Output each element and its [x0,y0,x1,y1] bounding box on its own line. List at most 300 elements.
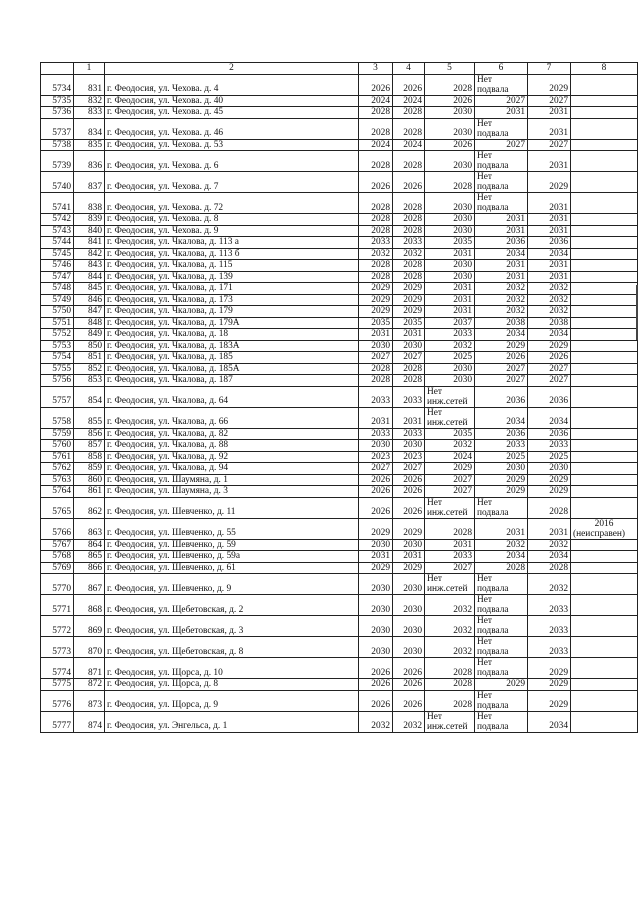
cell-c3: 2030 [359,539,393,551]
cell-c6: Нет подвала [475,497,528,518]
table-body [41,74,638,732]
cell-c5: 2027 [425,486,475,498]
cell-c5: 2031 [425,306,475,318]
cell-c8 [571,237,638,249]
cell-n: 5767 [41,539,74,551]
cell-c1: 870 [74,637,105,658]
cell-c4: 2028 [393,151,425,172]
table-row [41,562,638,574]
cell-c1: 836 [74,151,105,172]
cell-c1: 840 [74,225,105,237]
cell-addr: г. Феодосия, ул. Чехова. д. 46 [105,118,359,139]
cell-c3: 2026 [359,474,393,486]
cell-c7: 2032 [528,539,571,551]
cell-addr: г. Феодосия, ул. Чехова. д. 9 [105,225,359,237]
cell-c4: 2028 [393,193,425,214]
cell-c6: 2029 [475,340,528,352]
cell-c6: Нет подвала [475,637,528,658]
table-row [41,711,638,732]
cell-c8 [571,486,638,498]
cell-c5: 2037 [425,317,475,329]
cell-addr: г. Феодосия, ул. Чкалова, д. 113 а [105,237,359,249]
cell-n: 5776 [41,690,74,711]
cell-addr: г. Феодосия, ул. Чкалова, д. 82 [105,428,359,440]
table-row [41,474,638,486]
table-row [41,283,638,295]
cell-c5: 2028 [425,518,475,539]
cell-c1: 873 [74,690,105,711]
cell-c5: 2030 [425,375,475,387]
cell-n: 5772 [41,616,74,637]
cell-c3: 2027 [359,463,393,475]
cell-c7: 2036 [528,237,571,249]
cell-c8 [571,317,638,329]
cell-c1: 835 [74,139,105,151]
cell-c5: 2028 [425,690,475,711]
cell-c8 [571,214,638,226]
cell-n: 5766 [41,518,74,539]
cell-c5: 2031 [425,283,475,295]
cell-c7: 2031 [528,151,571,172]
cell-c1: 848 [74,317,105,329]
header-cell: 5 [425,63,475,75]
cell-c8 [571,407,638,428]
cell-c1: 866 [74,562,105,574]
cell-n: 5765 [41,497,74,518]
cell-c6: Нет подвала [475,151,528,172]
cell-c5: 2030 [425,271,475,283]
table-row [41,497,638,518]
cell-c1: 872 [74,679,105,691]
cell-n: 5762 [41,463,74,475]
cell-c1: 863 [74,518,105,539]
table-row [41,463,638,475]
cell-c1: 869 [74,616,105,637]
cell-c3: 2028 [359,214,393,226]
cell-c7: 2029 [528,679,571,691]
cell-c4: 2029 [393,306,425,318]
cell-c1: 854 [74,386,105,407]
table-row [41,451,638,463]
cell-addr: г. Феодосия, ул. Чкалова, д. 183А [105,340,359,352]
cell-c1: 858 [74,451,105,463]
cell-c4: 2028 [393,271,425,283]
cell-c7: 2031 [528,260,571,272]
cell-c3: 2029 [359,294,393,306]
cell-c3: 2028 [359,375,393,387]
cell-c4: 2030 [393,637,425,658]
header-cell: 7 [528,63,571,75]
cell-n: 5760 [41,440,74,452]
cell-c6: 2027 [475,363,528,375]
table-row [41,551,638,563]
cell-c3: 2024 [359,95,393,107]
cell-n: 5755 [41,363,74,375]
cell-addr: г. Феодосия, ул. Щебетовская, д. 8 [105,637,359,658]
cell-c1: 860 [74,474,105,486]
cell-c5: 2035 [425,237,475,249]
cell-addr: г. Феодосия, ул. Чкалова, д. 92 [105,451,359,463]
cell-c1: 871 [74,658,105,679]
cell-addr: г. Феодосия, ул. Чехова. д. 40 [105,95,359,107]
cell-n: 5745 [41,248,74,260]
cell-c6: 2032 [475,294,528,306]
cell-c7: 2029 [528,340,571,352]
cell-c5: 2030 [425,118,475,139]
cell-addr: г. Феодосия, ул. Чехова. д. 45 [105,107,359,119]
header-cell: 1 [74,63,105,75]
cell-addr: г. Феодосия, ул. Чкалова, д. 66 [105,407,359,428]
cell-c1: 838 [74,193,105,214]
cell-c6: 2027 [475,95,528,107]
cell-c8 [571,551,638,563]
cell-c7: 2029 [528,486,571,498]
cell-c7: 2032 [528,294,571,306]
cell-addr: г. Феодосия, ул. Чкалова, д. 139 [105,271,359,283]
cell-c7: 2034 [528,329,571,341]
cell-c4: 2026 [393,74,425,95]
cell-addr: г. Феодосия, ул. Чехова. д. 4 [105,74,359,95]
cell-c4: 2028 [393,107,425,119]
table-row [41,271,638,283]
cell-c3: 2033 [359,386,393,407]
cell-c3: 2028 [359,107,393,119]
table-row [41,260,638,272]
cell-c8 [571,340,638,352]
cell-c6: Нет подвала [475,172,528,193]
cell-addr: г. Феодосия, ул. Шевченко, д. 61 [105,562,359,574]
cell-c7: 2031 [528,271,571,283]
header-cell: 8 [571,63,638,75]
cell-addr: г. Феодосия, ул. Чкалова, д. 94 [105,463,359,475]
cell-c3: 2032 [359,248,393,260]
table-row [41,294,638,306]
cell-c6: 2038 [475,317,528,329]
cell-c8 [571,294,638,306]
cell-c7: 2031 [528,118,571,139]
cell-n: 5763 [41,474,74,486]
cell-c1: 856 [74,428,105,440]
header-cell [41,63,74,75]
cell-addr: г. Феодосия, ул. Шевченко, д. 59 [105,539,359,551]
cell-c7: 2031 [528,193,571,214]
cell-addr: г. Феодосия, ул. Чкалова, д. 88 [105,440,359,452]
cell-c7: 2032 [528,574,571,595]
cell-c8 [571,375,638,387]
cell-c4: 2030 [393,340,425,352]
cell-c3: 2023 [359,451,393,463]
cell-c3: 2033 [359,237,393,249]
table-row [41,151,638,172]
table-row [41,574,638,595]
cell-c6: Нет подвала [475,193,528,214]
table-row [41,306,638,318]
cell-n: 5739 [41,151,74,172]
cell-n: 5741 [41,193,74,214]
table-row [41,74,638,95]
cell-c6: Нет подвала [475,711,528,732]
cell-c4: 2023 [393,451,425,463]
cell-c5: 2031 [425,294,475,306]
cell-c5: 2030 [425,214,475,226]
cell-addr: г. Феодосия, ул. Чехова. д. 7 [105,172,359,193]
table-row [41,428,638,440]
cell-c8 [571,474,638,486]
cell-addr: г. Феодосия, ул. Шаумяна, д. 1 [105,474,359,486]
cell-c6: Нет подвала [475,616,528,637]
cell-c8 [571,451,638,463]
table-row [41,340,638,352]
cell-c4: 2030 [393,539,425,551]
cell-n: 5771 [41,595,74,616]
cell-c3: 2028 [359,193,393,214]
cell-c7: 2027 [528,363,571,375]
cell-c8 [571,595,638,616]
table-row [41,407,638,428]
cell-c6: 2034 [475,329,528,341]
cell-c4: 2024 [393,139,425,151]
cell-c7: 2033 [528,440,571,452]
cell-c7: 2031 [528,518,571,539]
cell-c5: 2029 [425,463,475,475]
cell-n: 5743 [41,225,74,237]
cell-c5: 2028 [425,679,475,691]
cell-c7: 2027 [528,95,571,107]
cell-c6: 2027 [475,139,528,151]
cell-c5: 2030 [425,260,475,272]
table-row [41,386,638,407]
cell-n: 5753 [41,340,74,352]
table-row [41,118,638,139]
cell-c8 [571,95,638,107]
cell-n: 5747 [41,271,74,283]
cell-c7: 2031 [528,107,571,119]
cell-c4: 2028 [393,260,425,272]
cell-n: 5777 [41,711,74,732]
cell-addr: г. Феодосия, ул. Чкалова, д. 171 [105,283,359,295]
cell-addr: г. Феодосия, ул. Шевченко, д. 11 [105,497,359,518]
cell-c1: 874 [74,711,105,732]
table-row [41,363,638,375]
cell-n: 5738 [41,139,74,151]
cell-c7: 2034 [528,248,571,260]
cell-n: 5769 [41,562,74,574]
cell-addr: г. Феодосия, ул. Шаумяна, д. 3 [105,486,359,498]
data-table [40,62,638,733]
cell-n: 5757 [41,386,74,407]
cell-c1: 837 [74,172,105,193]
cell-c4: 2033 [393,237,425,249]
cell-c6: 2026 [475,352,528,364]
cell-c3: 2027 [359,352,393,364]
cell-c4: 2031 [393,329,425,341]
cell-c5: 2033 [425,329,475,341]
cell-c1: 831 [74,74,105,95]
cell-c1: 862 [74,497,105,518]
cell-c5: 2032 [425,340,475,352]
cell-addr: г. Феодосия, ул. Чехова. д. 6 [105,151,359,172]
table-row [41,518,638,539]
cell-c5: 2033 [425,551,475,563]
table-row [41,352,638,364]
cell-n: 5764 [41,486,74,498]
table-row [41,95,638,107]
cell-c1: 834 [74,118,105,139]
cell-c4: 2026 [393,172,425,193]
cell-n: 5768 [41,551,74,563]
header-cell: 6 [475,63,528,75]
cell-addr: г. Феодосия, ул. Шевченко, д. 9 [105,574,359,595]
table-row [41,486,638,498]
cell-c1: 847 [74,306,105,318]
cell-c7: 2027 [528,375,571,387]
table-row [41,172,638,193]
cell-c4: 2026 [393,486,425,498]
cell-c4: 2033 [393,386,425,407]
cell-c3: 2028 [359,118,393,139]
cell-c5: 2028 [425,658,475,679]
cell-c4: 2027 [393,352,425,364]
cell-addr: г. Феодосия, ул. Чкалова, д. 179А [105,317,359,329]
cell-c4: 2026 [393,474,425,486]
cell-c5: Нет инж.сетей [425,574,475,595]
cell-c5: 2026 [425,139,475,151]
cell-c4: 2024 [393,95,425,107]
cell-c3: 2033 [359,428,393,440]
cell-c8 [571,74,638,95]
scan-edge-mark [636,285,638,340]
cell-c5: 2030 [425,225,475,237]
cell-c7: 2029 [528,74,571,95]
cell-c8 [571,193,638,214]
cell-c8 [571,118,638,139]
cell-c8 [571,658,638,679]
table-row [41,139,638,151]
cell-addr: г. Феодосия, ул. Энгельса, д. 1 [105,711,359,732]
cell-c1: 841 [74,237,105,249]
cell-n: 5775 [41,679,74,691]
cell-c7: 2028 [528,562,571,574]
cell-c4: 2028 [393,118,425,139]
cell-c5: 2024 [425,451,475,463]
cell-c8 [571,690,638,711]
cell-c4: 2030 [393,440,425,452]
cell-c5: Нет инж.сетей [425,497,475,518]
table-row [41,539,638,551]
cell-c6: 2030 [475,463,528,475]
cell-c6: 2032 [475,283,528,295]
cell-c7: 2027 [528,139,571,151]
cell-n: 5744 [41,237,74,249]
cell-c8 [571,711,638,732]
cell-c3: 2028 [359,271,393,283]
cell-c3: 2029 [359,306,393,318]
cell-n: 5758 [41,407,74,428]
cell-c5: Нет инж.сетей [425,407,475,428]
cell-c1: 861 [74,486,105,498]
cell-c6: 2031 [475,271,528,283]
header-cell: 2 [105,63,359,75]
cell-c7: 2034 [528,551,571,563]
cell-c5: 2032 [425,616,475,637]
cell-c5: 2032 [425,595,475,616]
cell-c8 [571,440,638,452]
cell-c6: 2036 [475,386,528,407]
cell-c1: 843 [74,260,105,272]
cell-c1: 859 [74,463,105,475]
cell-addr: г. Феодосия, ул. Чкалова, д. 115 [105,260,359,272]
cell-c8 [571,306,638,318]
cell-c4: 2031 [393,407,425,428]
cell-c5: 2030 [425,151,475,172]
cell-addr: г. Феодосия, ул. Чкалова, д. 185 [105,352,359,364]
cell-c7: 2036 [528,386,571,407]
cell-c7: 2025 [528,451,571,463]
cell-c6: 2032 [475,539,528,551]
table-row [41,214,638,226]
cell-c1: 857 [74,440,105,452]
cell-c8 [571,428,638,440]
cell-n: 5742 [41,214,74,226]
cell-n: 5737 [41,118,74,139]
cell-c8 [571,562,638,574]
cell-c6: 2032 [475,306,528,318]
cell-c1: 844 [74,271,105,283]
cell-c4: 2029 [393,518,425,539]
cell-c7: 2033 [528,637,571,658]
cell-c3: 2026 [359,658,393,679]
cell-c8 [571,497,638,518]
cell-c7: 2029 [528,658,571,679]
cell-addr: г. Феодосия, ул. Чкалова, д. 187 [105,375,359,387]
cell-c3: 2029 [359,562,393,574]
cell-c4: 2027 [393,463,425,475]
cell-c6: Нет подвала [475,658,528,679]
cell-c3: 2030 [359,340,393,352]
cell-c5: Нет инж.сетей [425,386,475,407]
cell-c1: 852 [74,363,105,375]
cell-c4: 2029 [393,283,425,295]
table-row [41,375,638,387]
cell-c6: 2031 [475,518,528,539]
cell-c3: 2030 [359,574,393,595]
cell-c6: 2034 [475,407,528,428]
table-row [41,225,638,237]
cell-n: 5736 [41,107,74,119]
table-row [41,317,638,329]
cell-n: 5754 [41,352,74,364]
table-row [41,248,638,260]
cell-c3: 2032 [359,711,393,732]
cell-c3: 2028 [359,225,393,237]
cell-c5: 2028 [425,172,475,193]
cell-c6: 2033 [475,440,528,452]
cell-addr: г. Феодосия, ул. Чкалова, д. 113 б [105,248,359,260]
cell-c1: 853 [74,375,105,387]
cell-c5: Нет инж.сетей [425,711,475,732]
cell-c3: 2026 [359,172,393,193]
cell-addr: г. Феодосия, ул. Щебетовская, д. 3 [105,616,359,637]
cell-n: 5751 [41,317,74,329]
cell-c3: 2026 [359,74,393,95]
cell-c7: 2029 [528,172,571,193]
cell-c7: 2033 [528,616,571,637]
cell-n: 5774 [41,658,74,679]
cell-c1: 845 [74,283,105,295]
cell-c7: 2034 [528,407,571,428]
cell-c6: 2034 [475,551,528,563]
table-row [41,237,638,249]
